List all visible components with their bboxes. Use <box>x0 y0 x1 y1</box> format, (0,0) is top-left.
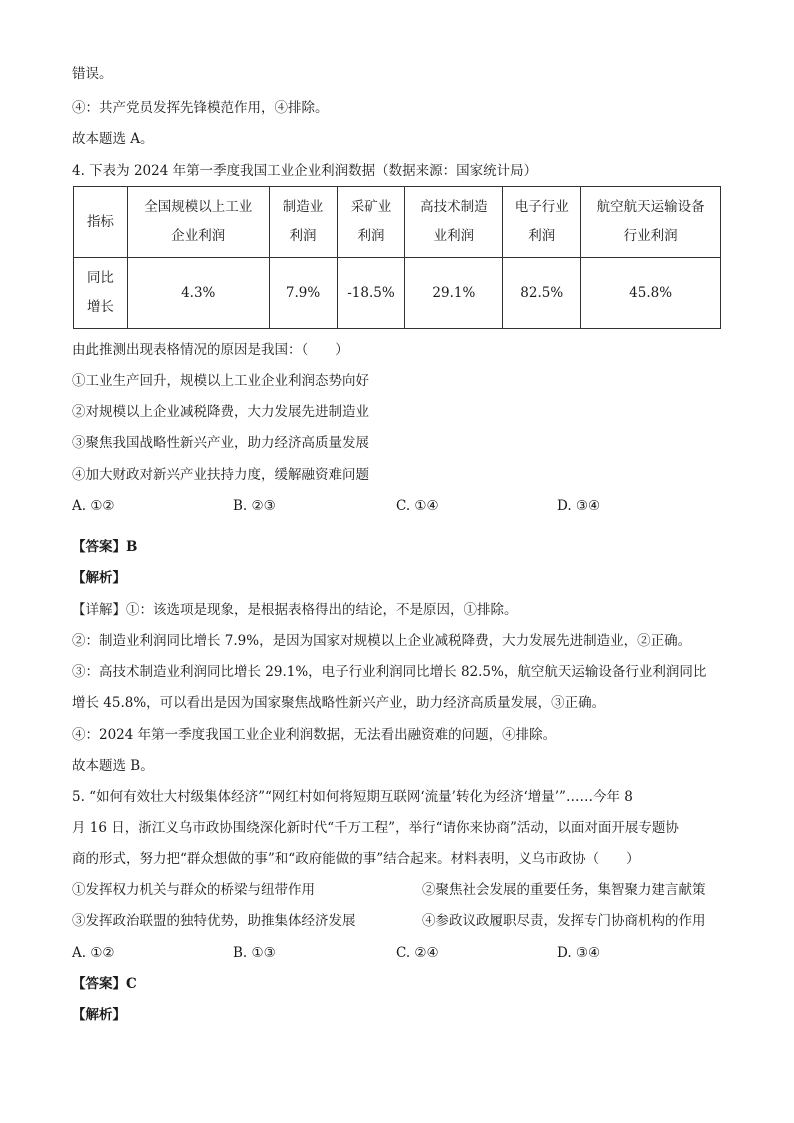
choice-item: ④参政议政履职尽责，发挥专门协商机构的作用 <box>422 913 706 929</box>
question-4-prompt: 由此推测出现表格情况的原因是我国：（ ） <box>72 342 349 358</box>
table-cell: 45.8% <box>581 258 721 329</box>
table-cell: -18.5% <box>337 258 405 329</box>
detail-line: ②：制造业利润同比增长 7.9%，是因为国家对规模以上企业减税降费，大力发展先进制造业，②正确。 <box>72 633 692 649</box>
option-a: A. ①② <box>72 945 115 961</box>
question-4-stem: 4. 下表为 2024 年第一季度我国工业企业利润数据（数据来源：国家统计局） <box>72 163 538 179</box>
table-header-cell: 指标 <box>74 187 128 258</box>
detail-line: 故本题选 B。 <box>72 758 154 774</box>
choice-item: ①工业生产回升，规模以上工业企业利润态势向好 <box>72 373 369 389</box>
table-header-cell: 航空航天运输设备 行业利润 <box>581 187 721 258</box>
option-c: C. ②④ <box>396 945 439 961</box>
table-header-cell: 高技术制造 业利润 <box>405 187 503 258</box>
table-cell: 29.1% <box>405 258 503 329</box>
detail-line: ④：2024 年第一季度我国工业企业利润数据，无法看出融资难的问题，④排除。 <box>72 727 557 743</box>
table-header-cell: 采矿业 利润 <box>337 187 405 258</box>
table-cell: 82.5% <box>503 258 581 329</box>
option-c: C. ①④ <box>396 498 439 514</box>
choice-item: ③聚焦我国战略性新兴产业，助力经济高质量发展 <box>72 435 369 451</box>
detail-line: 增长 45.8%，可以看出是因为国家聚焦战略性新兴产业，助力经济高质量发展，③正确。 <box>72 695 606 711</box>
option-b: B. ①③ <box>233 945 276 961</box>
table-header-cell: 电子行业 利润 <box>503 187 581 258</box>
answer-label: 【答案】B <box>72 539 138 555</box>
analysis-label: 【解析】 <box>72 1007 126 1023</box>
text-line: 故本题选 A。 <box>72 131 154 147</box>
choice-item: ④加大财政对新兴产业扶持力度，缓解融资难问题 <box>72 467 369 483</box>
analysis-label: 【解析】 <box>72 570 126 586</box>
table-cell: 4.3% <box>127 258 269 329</box>
choice-item: ③发挥政治联盟的独特优势，助推集体经济发展 <box>72 913 356 929</box>
choice-item: ①发挥权力机关与群众的桥梁与纽带作用 <box>72 882 315 898</box>
choice-item: ②聚焦社会发展的重要任务，集智聚力建言献策 <box>422 882 706 898</box>
option-a: A. ①② <box>72 498 115 514</box>
table-header-cell: 制造业 利润 <box>269 187 337 258</box>
table-cell: 7.9% <box>269 258 337 329</box>
text-line: ④：共产党员发挥先锋模范作用，④排除。 <box>72 100 329 116</box>
table-row <box>74 258 721 329</box>
option-d: D. ③④ <box>557 945 601 961</box>
profit-table <box>73 186 721 329</box>
question-5-stem: 5. “如何有效壮大村级集体经济”“网红村如何将短期互联网‘流量’转化为经济‘增量’”……今年 8 <box>72 789 633 805</box>
choice-item: ②对规模以上企业减税降费，大力发展先进制造业 <box>72 404 369 420</box>
option-b: B. ②③ <box>233 498 276 514</box>
text-line: 错误。 <box>72 66 113 82</box>
table-header-cell: 全国规模以上工业 企业利润 <box>127 187 269 258</box>
question-5-stem: 商的形式，努力把“群众想做的事”和“政府能做的事”结合起来。材料表明，义乌市政协（ ） <box>72 851 640 867</box>
table-header-row <box>74 187 721 258</box>
detail-line: 【详解】①：该选项是现象，是根据表格得出的结论，不是原因，①排除。 <box>72 602 518 618</box>
detail-line: ③：高技术制造业利润同比增长 29.1%，电子行业利润同比增长 82.5%，航空航天运输设备行业利润同比 <box>72 664 707 680</box>
answer-label: 【答案】C <box>72 976 137 992</box>
table-row-label: 同比 增长 <box>74 258 128 329</box>
question-5-stem: 月 16 日，浙江义乌市政协围绕深化新时代“千万工程”，举行“请你来协商”活动，以面对面开展专题协 <box>72 820 679 836</box>
option-d: D. ③④ <box>557 498 601 514</box>
